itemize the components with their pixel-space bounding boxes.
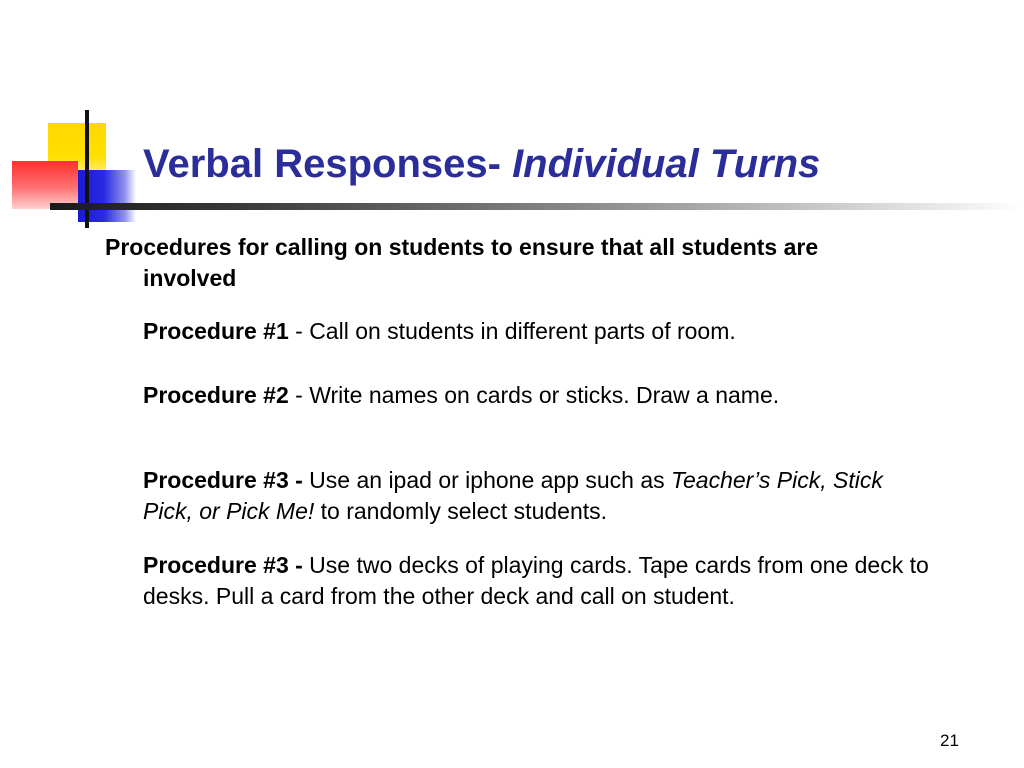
slide-title xyxy=(143,140,820,188)
procedure-1 xyxy=(143,316,933,347)
procedure-4 xyxy=(143,550,933,612)
title-main: Verbal Responses- xyxy=(143,142,501,186)
procedure-2-text: - Write names on cards or sticks. Draw a name. xyxy=(288,382,780,408)
procedure-3-apps: Teacher’s Pick, Stick Pick, or Pick Me! xyxy=(143,467,883,524)
procedure-1-label: Procedure #1 xyxy=(143,318,289,344)
procedure-3 xyxy=(143,465,933,527)
procedure-2 xyxy=(143,380,933,411)
red-square-decoration xyxy=(12,161,78,209)
procedure-4-label: Procedure #3 - xyxy=(143,552,303,578)
page-number: 21 xyxy=(940,731,959,750)
procedure-4-text: Use two decks of playing cards. Tape cards from one deck to desks. Pull a card from the other deck and call on student. xyxy=(143,552,929,609)
title-italic: Individual Turns xyxy=(512,142,821,186)
intro-bullet: Procedures for calling on students to ensure that all students are involved xyxy=(105,234,819,291)
procedure-1-text: - Call on students in different parts of room. xyxy=(288,318,736,344)
title-underline-decoration xyxy=(50,203,1024,210)
procedure-3-label: Procedure #3 - xyxy=(143,467,303,493)
procedure-3-text-before: Use an ipad or iphone app such as xyxy=(302,467,672,493)
vertical-line-decoration xyxy=(85,110,89,228)
procedure-2-label: Procedure #2 xyxy=(143,382,289,408)
procedure-3-text-after: to randomly select students. xyxy=(314,498,608,524)
